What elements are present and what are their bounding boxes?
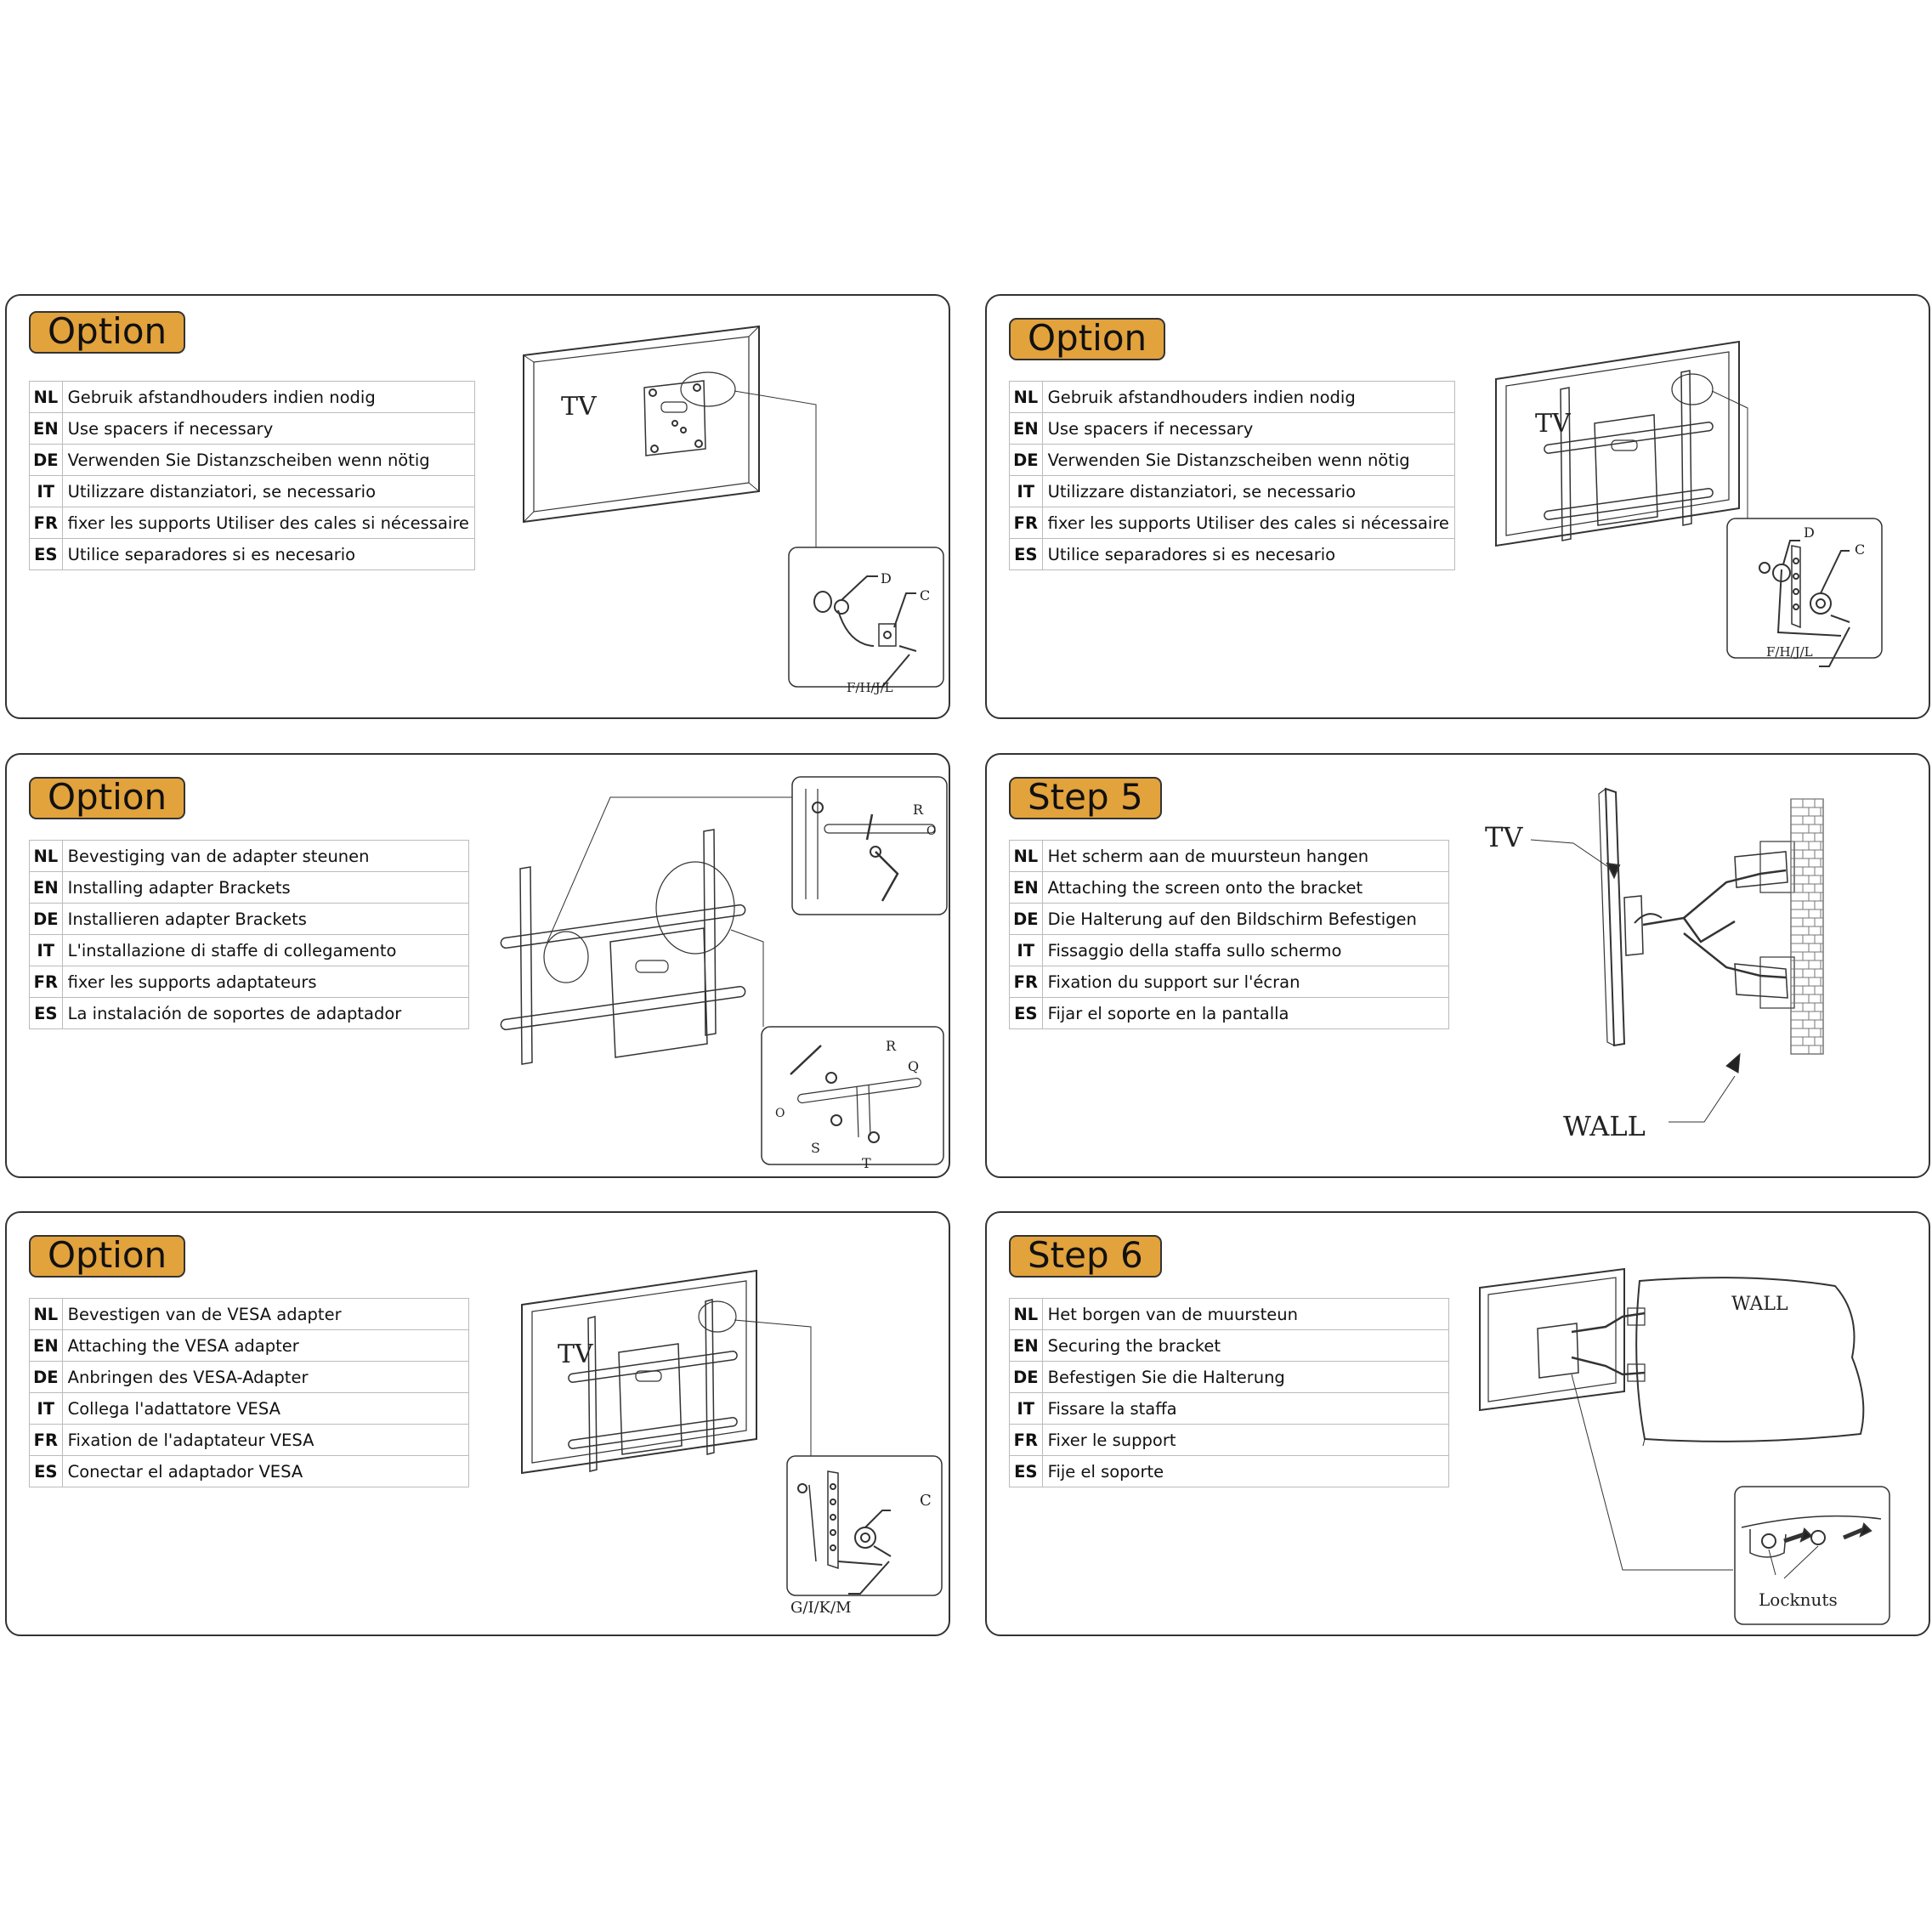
tv-label: TV bbox=[1485, 821, 1523, 853]
table-row: IT L'installazione di staffe di collegamento bbox=[30, 935, 469, 966]
table-row: IT Utilizzare distanziatori, se necessario bbox=[1010, 476, 1455, 507]
panel-badge: Step 6 bbox=[1009, 1235, 1162, 1278]
tv-label: TV bbox=[1535, 409, 1571, 439]
secure-bracket-diagram bbox=[1478, 1264, 1929, 1629]
part-label-r: R bbox=[886, 1038, 897, 1054]
part-label-d: D bbox=[881, 570, 892, 586]
table-row: EN Securing the bracket bbox=[1010, 1330, 1449, 1362]
screws-label: G/I/K/M bbox=[790, 1599, 852, 1617]
vesa-adapter-diagram bbox=[517, 1272, 942, 1629]
table-row: NL Gebruik afstandhouders indien nodig bbox=[30, 382, 475, 413]
table-row: NL Bevestigen van de VESA adapter bbox=[30, 1299, 469, 1330]
language-table bbox=[29, 1298, 469, 1487]
table-row: ES Utilice separadores si es necesario bbox=[30, 539, 475, 570]
table-row: FR fixer les supports Utiliser des cales si nécessaire bbox=[30, 507, 475, 539]
part-label-s: S bbox=[811, 1140, 820, 1156]
table-row: FR fixer les supports adaptateurs bbox=[30, 966, 469, 998]
brick-wall bbox=[1791, 799, 1823, 1054]
table-row: IT Utilizzare distanziatori, se necessario bbox=[30, 476, 475, 507]
table-row: DE Befestigen Sie die Halterung bbox=[1010, 1362, 1449, 1393]
tv-label: TV bbox=[558, 1340, 593, 1369]
part-label-c: C bbox=[920, 1492, 932, 1510]
part-label-c: C bbox=[920, 587, 931, 603]
wall-label: WALL bbox=[1563, 1110, 1646, 1142]
table-row: DE Verwenden Sie Distanzscheiben wenn nötig bbox=[30, 445, 475, 476]
instruction-panel-2 bbox=[985, 294, 1930, 719]
instruction-panel-4 bbox=[985, 753, 1930, 1178]
table-row: FR fixer les supports Utiliser des cales si nécessaire bbox=[1010, 507, 1455, 539]
table-row: NL Gebruik afstandhouders indien nodig bbox=[1010, 382, 1455, 413]
part-label-t: T bbox=[862, 1155, 871, 1171]
table-row: ES Utilice separadores si es necesario bbox=[1010, 539, 1455, 570]
table-row: DE Verwenden Sie Distanzscheiben wenn nötig bbox=[1010, 445, 1455, 476]
table-row: FR Fixation de l'adaptateur VESA bbox=[30, 1425, 469, 1456]
locknuts-label: Locknuts bbox=[1759, 1589, 1838, 1610]
table-row: NL Het scherm aan de muursteun hangen bbox=[1010, 841, 1449, 872]
language-table bbox=[29, 840, 469, 1029]
table-row: FR Fixation du support sur l'écran bbox=[1010, 966, 1449, 998]
table-row: ES Fijar el soporte en la pantalla bbox=[1010, 998, 1449, 1029]
instruction-panel-6 bbox=[985, 1211, 1930, 1636]
table-row: IT Collega l'adattatore VESA bbox=[30, 1393, 469, 1425]
panel-badge: Option bbox=[29, 311, 185, 354]
table-row: EN Use spacers if necessary bbox=[1010, 413, 1455, 445]
part-label-c: C bbox=[1855, 541, 1866, 558]
instruction-panel-5 bbox=[5, 1211, 950, 1636]
language-table bbox=[1009, 381, 1455, 570]
table-row: NL Bevestiging van de adapter steunen bbox=[30, 841, 469, 872]
table-row: EN Attaching the screen onto the bracket bbox=[1010, 872, 1449, 904]
tv-spacer-diagram bbox=[517, 330, 942, 712]
table-row: ES La instalación de soportes de adaptador bbox=[30, 998, 469, 1029]
panel-badge: Step 5 bbox=[1009, 777, 1162, 819]
instruction-panel-1 bbox=[5, 294, 950, 719]
table-row: DE Installieren adapter Brackets bbox=[30, 904, 469, 935]
wall-label: WALL bbox=[1731, 1294, 1788, 1315]
table-row: DE Die Halterung auf den Bildschirm Befestigen bbox=[1010, 904, 1449, 935]
adapter-brackets-diagram bbox=[491, 763, 942, 1171]
table-row: ES Fije el soporte bbox=[1010, 1456, 1449, 1487]
panel-badge: Option bbox=[1009, 318, 1165, 360]
instruction-panel-3 bbox=[5, 753, 950, 1178]
table-row: IT Fissaggio della staffa sullo schermo bbox=[1010, 935, 1449, 966]
table-row: ES Conectar el adaptador VESA bbox=[30, 1456, 469, 1487]
screws-label: F/H/J/L bbox=[1766, 644, 1813, 660]
table-row: FR Fixer le support bbox=[1010, 1425, 1449, 1456]
part-label-o: O bbox=[926, 824, 937, 838]
panel-badge: Option bbox=[29, 1235, 185, 1278]
part-label-o: O bbox=[775, 1107, 785, 1120]
panel-badge: Option bbox=[29, 777, 185, 819]
table-row: EN Use spacers if necessary bbox=[30, 413, 475, 445]
tv-adapter-spacer-diagram bbox=[1493, 338, 1918, 712]
table-row: EN Attaching the VESA adapter bbox=[30, 1330, 469, 1362]
language-table bbox=[1009, 840, 1449, 1029]
language-table bbox=[1009, 1298, 1449, 1487]
table-row: DE Anbringen des VESA-Adapter bbox=[30, 1362, 469, 1393]
part-label-r: R bbox=[913, 802, 924, 818]
tv-label: TV bbox=[561, 392, 597, 422]
screws-label: F/H/J/L bbox=[847, 680, 893, 695]
table-row: EN Installing adapter Brackets bbox=[30, 872, 469, 904]
hang-screen-diagram bbox=[1480, 772, 1922, 1171]
table-row: NL Het borgen van de muursteun bbox=[1010, 1299, 1449, 1330]
part-label-q: Q bbox=[908, 1058, 920, 1074]
language-table bbox=[29, 381, 475, 570]
table-row: IT Fissare la staffa bbox=[1010, 1393, 1449, 1425]
part-label-d: D bbox=[1804, 524, 1815, 541]
